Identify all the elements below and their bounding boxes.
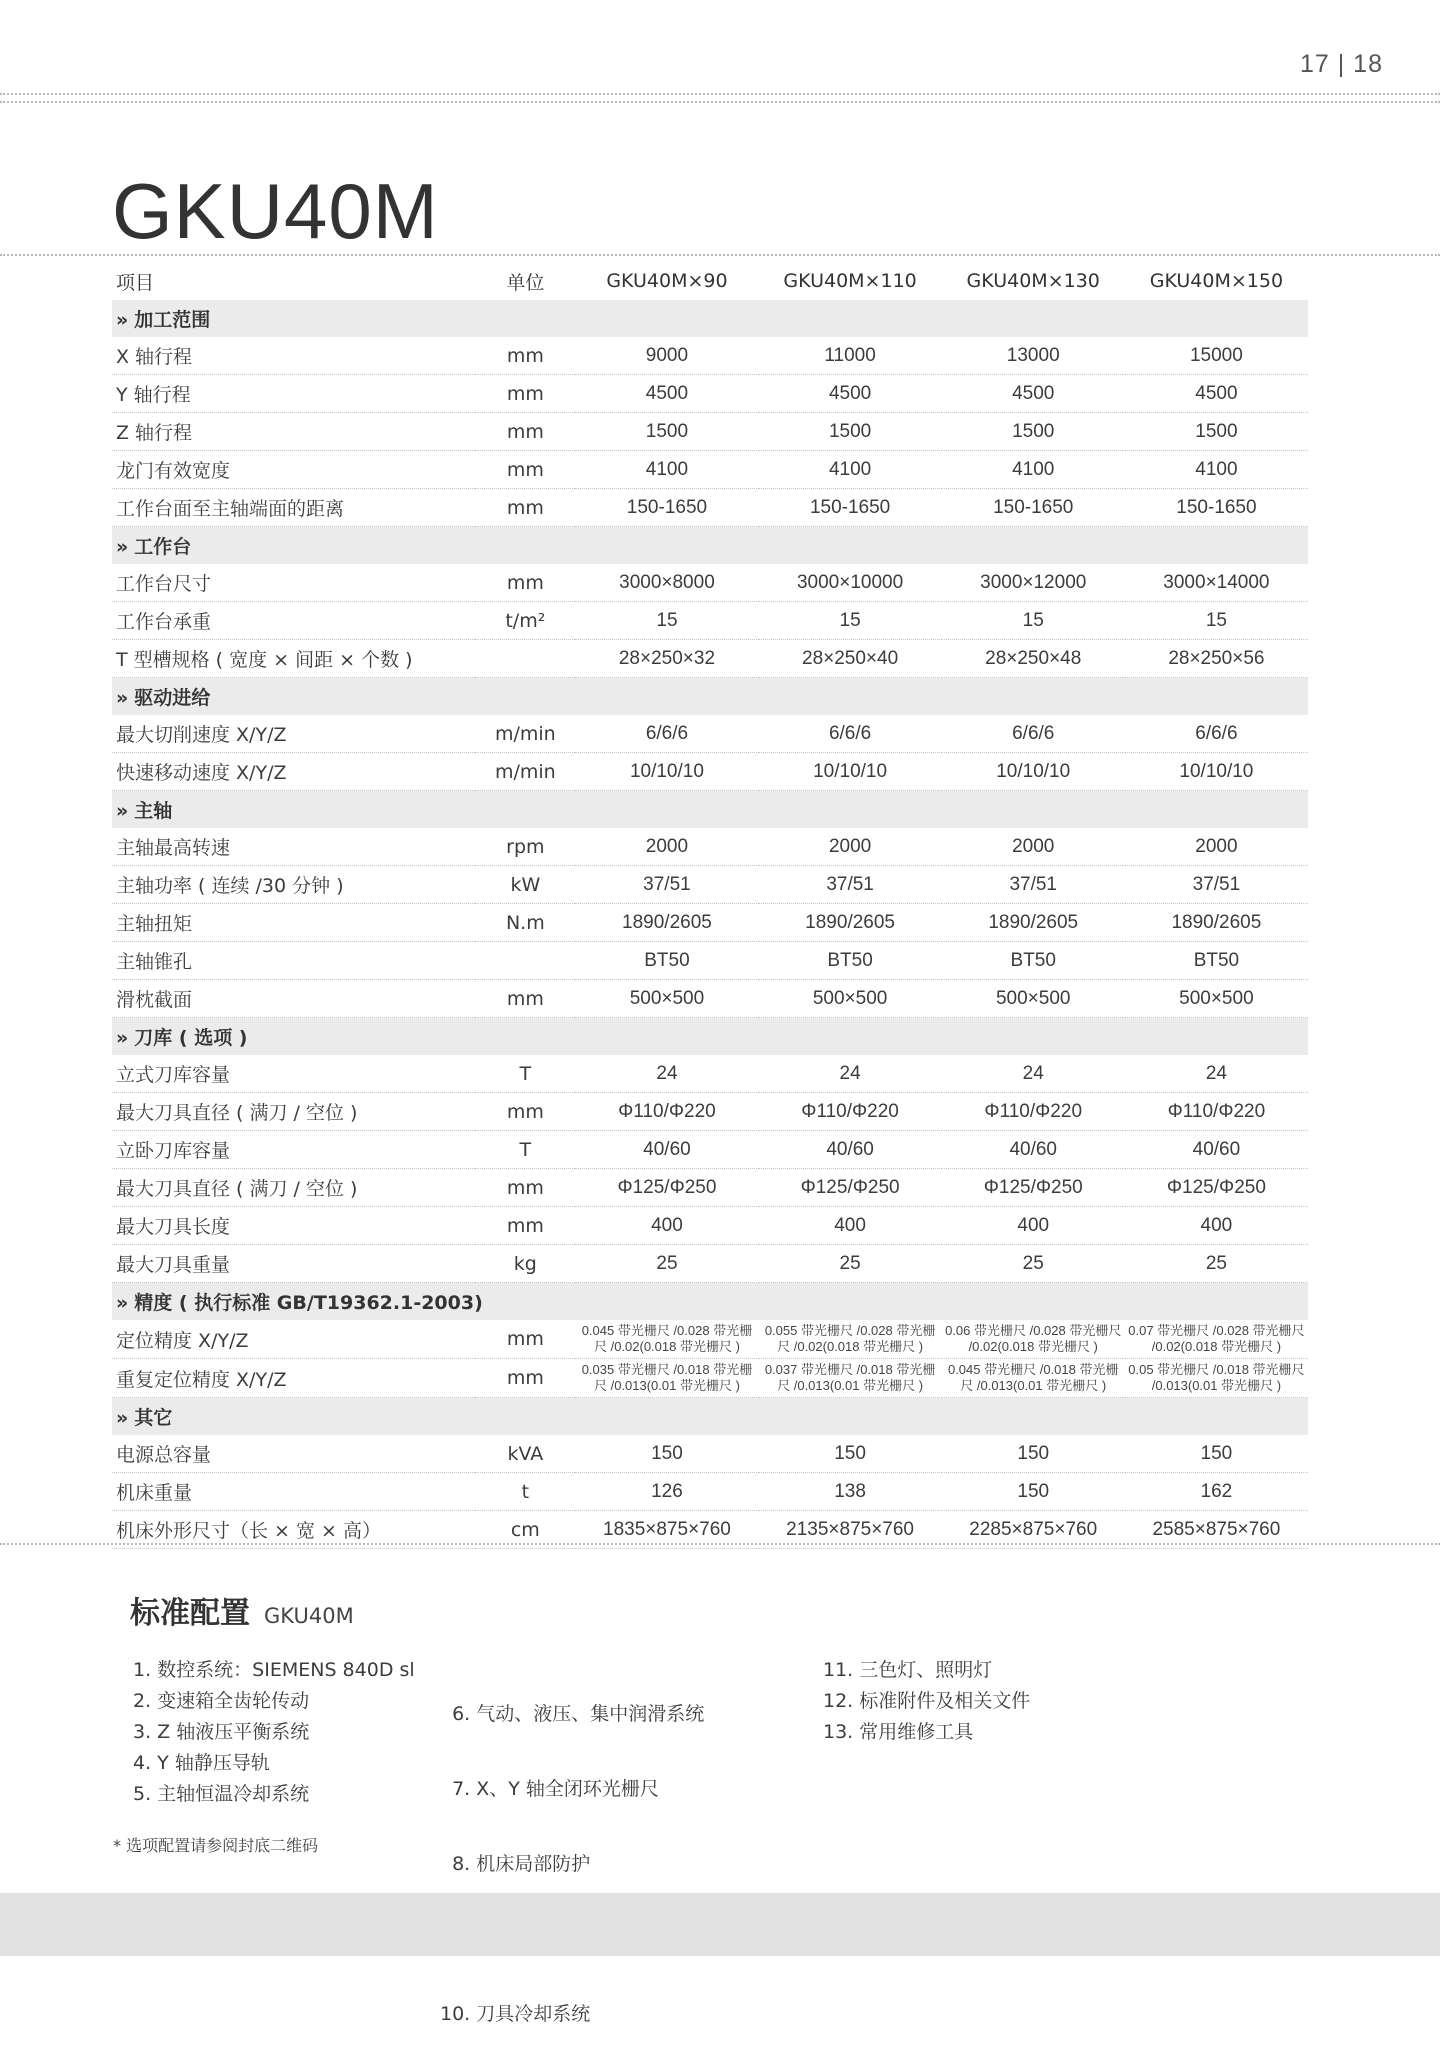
spec-unit: T [475, 1131, 575, 1169]
spec-unit: mm [475, 564, 575, 602]
table-row [112, 451, 1308, 489]
spec-table-header [112, 262, 1308, 300]
spec-value: 500×500 [575, 980, 758, 1018]
spec-value: 2000 [759, 828, 942, 866]
spec-value: 15 [942, 602, 1125, 640]
spec-value: 25 [942, 1245, 1125, 1283]
spec-name: 定位精度 X/Y/Z [112, 1320, 475, 1359]
spec-name: 主轴锥孔 [112, 942, 475, 980]
spec-unit: mm [475, 1207, 575, 1245]
spec-value: Φ125/Φ250 [759, 1169, 942, 1207]
spec-value: 37/51 [1125, 866, 1308, 904]
table-row [112, 1093, 1308, 1131]
spec-value: 0.037 带光栅尺 /0.018 带光栅尺 /0.013(0.01 带光栅尺 ) [759, 1359, 942, 1398]
spec-name: 工作台面至主轴端面的距离 [112, 489, 475, 527]
spec-value: 13000 [942, 337, 1125, 375]
spec-value: 150-1650 [575, 489, 758, 527]
config-item: 12. 标准附件及相关文件 [823, 1690, 1031, 1712]
standard-config-column-3 [823, 1655, 1030, 1748]
table-row [112, 602, 1308, 640]
spec-value: 9000 [575, 337, 758, 375]
spec-value: 1890/2605 [942, 904, 1125, 942]
section-title: 刀库 ( 选项 ) [134, 1027, 248, 1049]
spec-value: 400 [942, 1207, 1125, 1245]
spec-value: 4500 [942, 375, 1125, 413]
spec-value: 24 [575, 1055, 758, 1093]
section-title: 主轴 [134, 800, 173, 822]
config-item: 6. 气动、液压、集中润滑系统 [440, 1703, 705, 1725]
spec-unit: N.m [475, 904, 575, 942]
spec-name: T 型槽规格 ( 宽度 × 间距 × 个数 ) [112, 640, 475, 678]
config-item: 10. 刀具冷却系统 [440, 2003, 591, 2025]
model-title: GKU40M [112, 167, 439, 255]
spec-value: 150-1650 [1125, 489, 1308, 527]
section-header-row [112, 1018, 1308, 1056]
spec-unit: mm [475, 1169, 575, 1207]
spec-table-body [112, 300, 1308, 1549]
spec-value: 28×250×40 [759, 640, 942, 678]
spec-value: 25 [759, 1245, 942, 1283]
spec-name: X 轴行程 [112, 337, 475, 375]
spec-value: 25 [1125, 1245, 1308, 1283]
section-header-row [112, 527, 1308, 565]
spec-value: 1500 [1125, 413, 1308, 451]
spec-value: 15 [759, 602, 942, 640]
spec-value: 150 [575, 1435, 758, 1473]
spec-table [112, 262, 1308, 1549]
table-row [112, 375, 1308, 413]
spec-value: 10/10/10 [942, 753, 1125, 791]
spec-value: 1890/2605 [759, 904, 942, 942]
spec-value: 1890/2605 [1125, 904, 1308, 942]
section-header [112, 527, 1308, 565]
spec-value: 4500 [575, 375, 758, 413]
spec-value: BT50 [575, 942, 758, 980]
section-arrow-icon: » [116, 1407, 129, 1429]
spec-value: 24 [759, 1055, 942, 1093]
spec-value: 400 [1125, 1207, 1308, 1245]
spec-value: 4100 [575, 451, 758, 489]
table-row [112, 866, 1308, 904]
spec-value: 162 [1125, 1473, 1308, 1511]
spec-value: Φ125/Φ250 [942, 1169, 1125, 1207]
standard-config-title [130, 1588, 354, 1632]
header-model: GKU40M×110 [783, 270, 917, 292]
spec-name: 主轴最高转速 [112, 828, 475, 866]
section-title: 其它 [134, 1407, 173, 1429]
section-header-row [112, 1283, 1308, 1321]
spec-value: 3000×14000 [1125, 564, 1308, 602]
spec-value: 150 [1125, 1435, 1308, 1473]
spec-value: 40/60 [575, 1131, 758, 1169]
spec-value: 37/51 [575, 866, 758, 904]
spec-unit: kW [475, 866, 575, 904]
spec-name: 最大刀具直径 ( 满刀 / 空位 ) [112, 1169, 475, 1207]
spec-name: 机床外形尺寸（长 × 宽 × 高） [112, 1511, 475, 1549]
spec-name: 工作台承重 [112, 602, 475, 640]
spec-unit [475, 942, 575, 980]
section-title: 工作台 [134, 536, 192, 558]
table-row [112, 904, 1308, 942]
header-model: GKU40M×130 [966, 270, 1100, 292]
table-row [112, 489, 1308, 527]
spec-value: 40/60 [942, 1131, 1125, 1169]
config-item: 5. 主轴恒温冷却系统 [133, 1783, 310, 1805]
spec-value: 500×500 [942, 980, 1125, 1018]
spec-unit: mm [475, 451, 575, 489]
section-arrow-icon: » [116, 536, 129, 558]
spec-value: 2000 [575, 828, 758, 866]
config-item: 4. Y 轴静压导轨 [133, 1752, 270, 1774]
standard-config-column-2 [440, 1655, 704, 2052]
section-header-row [112, 678, 1308, 716]
spec-value: BT50 [759, 942, 942, 980]
spec-value: 2585×875×760 [1125, 1511, 1308, 1549]
table-row [112, 337, 1308, 375]
spec-name: 最大切削速度 X/Y/Z [112, 715, 475, 753]
spec-value: 400 [759, 1207, 942, 1245]
spec-value: 15 [575, 602, 758, 640]
footer-band [0, 1893, 1440, 1956]
table-row [112, 1359, 1308, 1398]
spec-name: 最大刀具重量 [112, 1245, 475, 1283]
spec-value: 28×250×32 [575, 640, 758, 678]
spec-value: Φ110/Φ220 [942, 1093, 1125, 1131]
spec-value: 2135×875×760 [759, 1511, 942, 1549]
spec-unit: mm [475, 413, 575, 451]
spec-value: 6/6/6 [942, 715, 1125, 753]
spec-name: 最大刀具长度 [112, 1207, 475, 1245]
spec-value: 10/10/10 [575, 753, 758, 791]
spec-name: 工作台尺寸 [112, 564, 475, 602]
spec-unit: mm [475, 375, 575, 413]
table-bottom-divider [0, 1543, 1440, 1545]
table-row [112, 1131, 1308, 1169]
header-item: 项目 [116, 271, 155, 294]
spec-value: 500×500 [1125, 980, 1308, 1018]
header-model: GKU40M×90 [606, 270, 728, 292]
spec-value: Φ110/Φ220 [1125, 1093, 1308, 1131]
spec-name: 龙门有效宽度 [112, 451, 475, 489]
spec-name: Y 轴行程 [112, 375, 475, 413]
top-divider-2 [0, 101, 1440, 103]
standard-config-column-1 [133, 1655, 415, 1810]
standard-config-model: GKU40M [264, 1604, 354, 1628]
table-row [112, 1473, 1308, 1511]
spec-value: 150 [759, 1435, 942, 1473]
spec-unit: mm [475, 337, 575, 375]
spec-unit: t/m² [475, 602, 575, 640]
section-title: 驱动进给 [134, 687, 211, 709]
table-row [112, 413, 1308, 451]
spec-value: 24 [942, 1055, 1125, 1093]
spec-value: 2000 [942, 828, 1125, 866]
spec-name: 主轴扭矩 [112, 904, 475, 942]
spec-name: 最大刀具直径 ( 满刀 / 空位 ) [112, 1093, 475, 1131]
config-item: 1. 数控系统：SIEMENS 840D sl [133, 1659, 415, 1681]
table-row [112, 1435, 1308, 1473]
spec-unit: mm [475, 1320, 575, 1359]
config-item: 3. Z 轴液压平衡系统 [133, 1721, 310, 1743]
spec-name: 机床重量 [112, 1473, 475, 1511]
spec-value: 15 [1125, 602, 1308, 640]
section-arrow-icon: » [116, 800, 129, 822]
spec-value: 0.07 带光栅尺 /0.028 带光栅尺 /0.02(0.018 带光栅尺 ) [1125, 1320, 1308, 1359]
spec-value: 1835×875×760 [575, 1511, 758, 1549]
table-row [112, 942, 1308, 980]
spec-name: 立式刀库容量 [112, 1055, 475, 1093]
spec-name: 滑枕截面 [112, 980, 475, 1018]
spec-value: 6/6/6 [1125, 715, 1308, 753]
spec-value: 4100 [942, 451, 1125, 489]
spec-value: 4100 [759, 451, 942, 489]
section-arrow-icon: » [116, 687, 129, 709]
spec-value: Φ125/Φ250 [575, 1169, 758, 1207]
spec-value: 0.035 带光栅尺 /0.018 带光栅尺 /0.013(0.01 带光栅尺 ) [575, 1359, 758, 1398]
spec-value: 15000 [1125, 337, 1308, 375]
spec-name: 重复定位精度 X/Y/Z [112, 1359, 475, 1398]
spec-value: 4500 [1125, 375, 1308, 413]
spec-unit: rpm [475, 828, 575, 866]
spec-value: 0.045 带光栅尺 /0.018 带光栅尺 /0.013(0.01 带光栅尺 ) [942, 1359, 1125, 1398]
spec-unit: T [475, 1055, 575, 1093]
table-row [112, 564, 1308, 602]
spec-name: 电源总容量 [112, 1435, 475, 1473]
spec-value: 10/10/10 [1125, 753, 1308, 791]
spec-value: Φ110/Φ220 [575, 1093, 758, 1131]
spec-value: 4500 [759, 375, 942, 413]
table-row [112, 1055, 1308, 1093]
spec-value: 3000×12000 [942, 564, 1125, 602]
spec-value: 37/51 [942, 866, 1125, 904]
spec-value: 2285×875×760 [942, 1511, 1125, 1549]
table-row [112, 828, 1308, 866]
spec-value: 6/6/6 [575, 715, 758, 753]
spec-value: 0.055 带光栅尺 /0.028 带光栅尺 /0.02(0.018 带光栅尺 ) [759, 1320, 942, 1359]
spec-value: 2000 [1125, 828, 1308, 866]
standard-config-heading: 标准配置 [130, 1596, 250, 1631]
spec-unit: mm [475, 489, 575, 527]
spec-value: 150 [942, 1435, 1125, 1473]
section-header [112, 1398, 1308, 1436]
spec-unit: t [475, 1473, 575, 1511]
config-item: 13. 常用维修工具 [823, 1721, 974, 1743]
spec-value: BT50 [1125, 942, 1308, 980]
spec-value: 126 [575, 1473, 758, 1511]
section-title: 精度 ( 执行标准 GB/T19362.1-2003) [134, 1292, 483, 1314]
spec-unit [475, 640, 575, 678]
section-arrow-icon: » [116, 1292, 129, 1314]
spec-value: 3000×8000 [575, 564, 758, 602]
spec-value: 0.05 带光栅尺 /0.018 带光栅尺 /0.013(0.01 带光栅尺 ) [1125, 1359, 1308, 1398]
spec-value: 24 [1125, 1055, 1308, 1093]
spec-value: 1890/2605 [575, 904, 758, 942]
footnote: * 选项配置请参阅封底二维码 [113, 1836, 319, 1855]
spec-value: 0.06 带光栅尺 /0.028 带光栅尺 /0.02(0.018 带光栅尺 ) [942, 1320, 1125, 1359]
spec-value: 11000 [759, 337, 942, 375]
page-number: 17 | 18 [1299, 50, 1383, 78]
section-header-row [112, 300, 1308, 337]
spec-name: 主轴功率 ( 连续 /30 分钟 ) [112, 866, 475, 904]
spec-unit: mm [475, 1359, 575, 1398]
spec-unit: m/min [475, 753, 575, 791]
table-row [112, 1320, 1308, 1359]
spec-value: 40/60 [759, 1131, 942, 1169]
spec-value: 37/51 [759, 866, 942, 904]
title-divider [0, 254, 1440, 256]
spec-value: 150-1650 [759, 489, 942, 527]
section-header [112, 791, 1308, 829]
table-row [112, 715, 1308, 753]
spec-unit: kg [475, 1245, 575, 1283]
section-title: 加工范围 [134, 309, 211, 331]
spec-unit: mm [475, 980, 575, 1018]
spec-value: 3000×10000 [759, 564, 942, 602]
spec-value: 1500 [575, 413, 758, 451]
spec-value: Φ125/Φ250 [1125, 1169, 1308, 1207]
spec-value: 40/60 [1125, 1131, 1308, 1169]
config-item: 2. 变速箱全齿轮传动 [133, 1690, 310, 1712]
spec-value: Φ110/Φ220 [759, 1093, 942, 1131]
spec-value: 6/6/6 [759, 715, 942, 753]
section-header [112, 1018, 1308, 1056]
spec-name: 立卧刀库容量 [112, 1131, 475, 1169]
spec-value: 25 [575, 1245, 758, 1283]
spec-value: 4100 [1125, 451, 1308, 489]
section-header [112, 1283, 1308, 1321]
spec-value: 0.045 带光栅尺 /0.028 带光栅尺 /0.02(0.018 带光栅尺 ) [575, 1320, 758, 1359]
spec-value: 150 [942, 1473, 1125, 1511]
section-arrow-icon: » [116, 1027, 129, 1049]
table-row [112, 1169, 1308, 1207]
spec-value: 28×250×48 [942, 640, 1125, 678]
table-row [112, 1245, 1308, 1283]
table-row [112, 1207, 1308, 1245]
spec-value: 400 [575, 1207, 758, 1245]
header-model: GKU40M×150 [1149, 270, 1284, 292]
top-divider [0, 93, 1440, 95]
spec-unit: mm [475, 1093, 575, 1131]
section-header-row [112, 1398, 1308, 1436]
spec-value: 1500 [942, 413, 1125, 451]
spec-unit: m/min [475, 715, 575, 753]
spec-value: 10/10/10 [759, 753, 942, 791]
section-header [112, 678, 1308, 716]
section-header [112, 300, 1308, 337]
header-unit: 单位 [506, 271, 545, 294]
spec-name: Z 轴行程 [112, 413, 475, 451]
spec-name: 快速移动速度 X/Y/Z [112, 753, 475, 791]
section-header-row [112, 791, 1308, 829]
table-row [112, 753, 1308, 791]
config-item: 11. 三色灯、照明灯 [823, 1659, 993, 1681]
config-item: 7. X、Y 轴全闭环光栅尺 [440, 1778, 659, 1800]
spec-value: 138 [759, 1473, 942, 1511]
spec-value: BT50 [942, 942, 1125, 980]
spec-value: 1500 [759, 413, 942, 451]
spec-unit: cm [475, 1511, 575, 1549]
table-row [112, 640, 1308, 678]
spec-value: 500×500 [759, 980, 942, 1018]
section-arrow-icon: » [116, 309, 129, 331]
spec-unit: kVA [475, 1435, 575, 1473]
spec-value: 150-1650 [942, 489, 1125, 527]
spec-value: 28×250×56 [1125, 640, 1308, 678]
config-item: 8. 机床局部防护 [440, 1853, 591, 1875]
table-row [112, 980, 1308, 1018]
